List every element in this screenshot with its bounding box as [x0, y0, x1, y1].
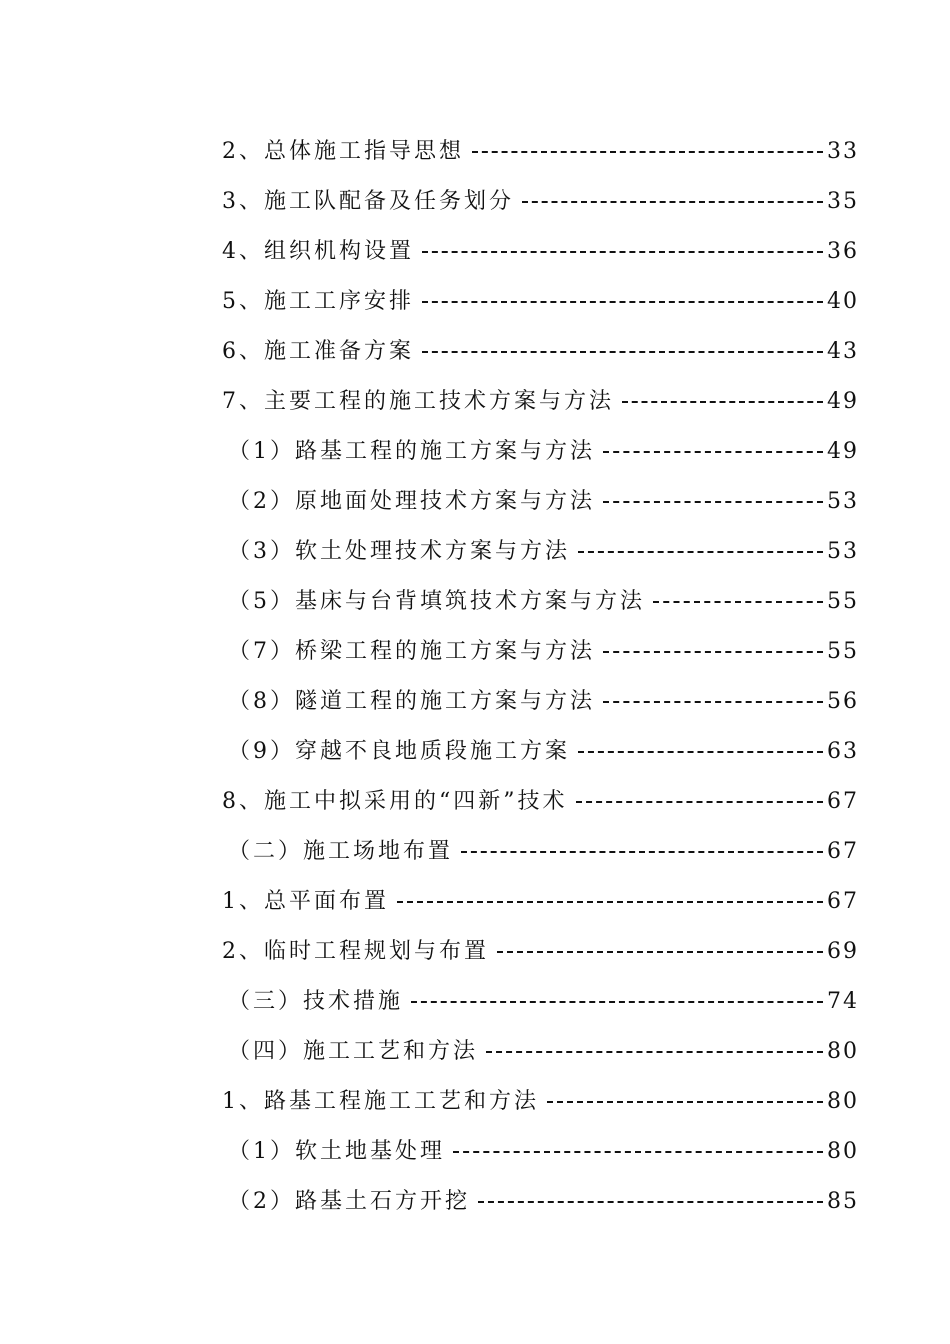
- toc-entry-title: 1、总平面布置: [222, 889, 389, 914]
- toc-entry[interactable]: [0, 827, 950, 877]
- toc-entry-title: （四）施工工艺和方法: [228, 1039, 479, 1064]
- toc-entry-title: （三）技术措施: [228, 989, 404, 1014]
- toc-entry-title: （二）施工场地布置: [228, 839, 454, 864]
- toc-entry[interactable]: [0, 127, 950, 177]
- toc-entry-page: 80: [827, 1089, 859, 1114]
- toc-leader: [453, 1151, 823, 1153]
- toc-entry-title: 8、施工中拟采用的“四新”技术: [222, 789, 568, 814]
- toc-entry-title: 3、施工队配备及任务划分: [222, 189, 514, 214]
- toc-entry[interactable]: [0, 177, 950, 227]
- toc-entry-title: （3）软土处理技术方案与方法: [228, 539, 570, 564]
- toc-entry-title: （8）隧道工程的施工方案与方法: [228, 689, 595, 714]
- toc-leader: [603, 451, 823, 453]
- toc-entry[interactable]: [0, 677, 950, 727]
- toc-leader: [397, 901, 823, 903]
- toc-leader: [653, 601, 823, 603]
- toc-entry[interactable]: [0, 927, 950, 977]
- toc-entry-page: 67: [827, 839, 859, 864]
- toc-entry-page: 55: [827, 639, 859, 664]
- toc-leader: [486, 1051, 823, 1053]
- toc-entry-page: 80: [827, 1139, 859, 1164]
- toc-entry-title: 7、主要工程的施工技术方案与方法: [222, 389, 614, 414]
- toc-entry-page: 55: [827, 589, 859, 614]
- toc-entry-page: 67: [827, 889, 859, 914]
- toc-leader: [411, 1001, 823, 1003]
- toc-entry-page: 53: [827, 539, 859, 564]
- toc-leader: [547, 1101, 823, 1103]
- toc-entry-title: 4、组织机构设置: [222, 239, 414, 264]
- toc-entry-page: 35: [827, 189, 859, 214]
- toc-leader: [603, 701, 823, 703]
- toc-entry[interactable]: [0, 1127, 950, 1177]
- toc-leader: [603, 651, 823, 653]
- toc-entry-title: （1）软土地基处理: [228, 1139, 445, 1164]
- toc-leader: [603, 501, 823, 503]
- toc-entry-title: 1、路基工程施工工艺和方法: [222, 1089, 539, 1114]
- toc-leader: [497, 951, 823, 953]
- toc-entry[interactable]: [0, 1027, 950, 1077]
- toc-entry-title: 5、施工工序安排: [222, 289, 414, 314]
- toc-leader: [578, 551, 823, 553]
- toc-entry-title: 2、总体施工指导思想: [222, 139, 464, 164]
- toc-entry-page: 53: [827, 489, 859, 514]
- toc-entry-page: 36: [827, 239, 859, 264]
- toc-entry-page: 33: [827, 139, 859, 164]
- toc-entry[interactable]: [0, 527, 950, 577]
- toc-leader: [422, 251, 823, 253]
- toc-entry-page: 74: [827, 989, 859, 1014]
- toc-leader: [578, 751, 823, 753]
- toc-entry[interactable]: [0, 577, 950, 627]
- toc-entry-title: 6、施工准备方案: [222, 339, 414, 364]
- toc-leader: [576, 801, 824, 803]
- toc-entry-title: 2、临时工程规划与布置: [222, 939, 489, 964]
- toc-entry-title: （5）基床与台背填筑技术方案与方法: [228, 589, 645, 614]
- toc-entry[interactable]: [0, 627, 950, 677]
- toc-entry[interactable]: [0, 877, 950, 927]
- toc-entry-title: （7）桥梁工程的施工方案与方法: [228, 639, 595, 664]
- toc-entry[interactable]: [0, 477, 950, 527]
- toc-entry-title: （2）原地面处理技术方案与方法: [228, 489, 595, 514]
- toc-entry-page: 69: [827, 939, 859, 964]
- toc-entry[interactable]: [0, 427, 950, 477]
- toc-entry-page: 85: [827, 1189, 859, 1214]
- toc-entry-title: （1）路基工程的施工方案与方法: [228, 439, 595, 464]
- toc-entry-title: （2）路基土石方开挖: [228, 1189, 470, 1214]
- toc-leader: [461, 851, 823, 853]
- toc-entry-page: 56: [827, 689, 859, 714]
- toc-leader: [422, 351, 823, 353]
- toc-entry[interactable]: [0, 327, 950, 377]
- table-of-contents: [0, 127, 950, 1227]
- toc-entry-title: （9）穿越不良地质段施工方案: [228, 739, 570, 764]
- toc-entry-page: 63: [827, 739, 859, 764]
- toc-entry-page: 49: [827, 389, 859, 414]
- toc-leader: [478, 1201, 823, 1203]
- toc-leader: [472, 151, 823, 153]
- toc-entry-page: 80: [827, 1039, 859, 1064]
- toc-entry[interactable]: [0, 977, 950, 1027]
- toc-entry[interactable]: [0, 777, 950, 827]
- toc-entry-page: 40: [827, 289, 859, 314]
- toc-entry[interactable]: [0, 377, 950, 427]
- toc-entry[interactable]: [0, 227, 950, 277]
- toc-entry-page: 67: [827, 789, 859, 814]
- toc-leader: [522, 201, 823, 203]
- toc-leader: [422, 301, 823, 303]
- toc-entry-page: 49: [827, 439, 859, 464]
- toc-entry[interactable]: [0, 1077, 950, 1127]
- toc-entry[interactable]: [0, 1177, 950, 1227]
- toc-entry-page: 43: [827, 339, 859, 364]
- toc-leader: [622, 401, 823, 403]
- toc-entry[interactable]: [0, 727, 950, 777]
- toc-entry[interactable]: [0, 277, 950, 327]
